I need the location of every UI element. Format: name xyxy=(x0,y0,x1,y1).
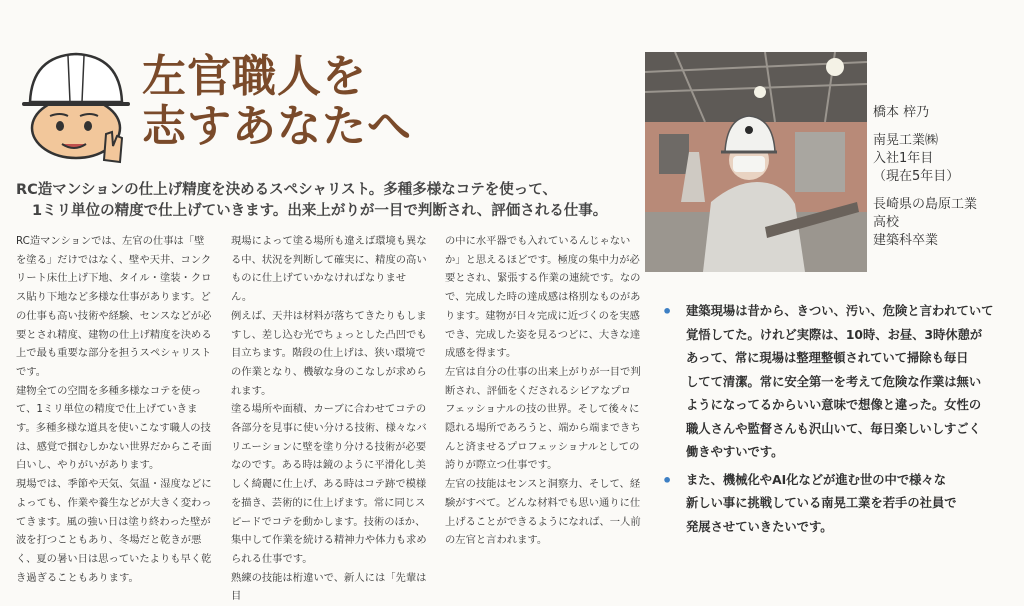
title-line-1: 左官職人を xyxy=(142,51,367,102)
profile-school-2: 高校 xyxy=(873,215,900,230)
body-text-2: 現場によって塗る場所も違えば環境も異なる中、状況を判断して確実に、精度の高いものに仕上げていかなければなりません。 例えば、天井は材料が落ちてきたりもしますし、差し込む光でちょっとした凸凹でも目立ちます。階段の仕上げは、狭い環境での作業となり、機敏な身のこなしが求められます。 塗る場所や面積、カーブに合わせてコテの各部分を見事に使い分ける技術、様々なバリエーションに壁を塗り分ける技術が必要なのです。ある時は鏡のように平滑化し美しく綺麗に仕上げ、ある時はコテ跡で模様を描き、芸術的に仕上げます。常に同じスピードでコテを動かします。技術のほか、集中して作業を続ける精神力や体力も求められる仕事です。 熟練の技能は桁違いで、新人には「先輩は目 xyxy=(231,235,427,603)
body-column-2 xyxy=(231,232,427,606)
body-column-1 xyxy=(16,232,212,587)
profile-joined: 入社1年目 xyxy=(873,151,934,166)
profile-dept: 建築科卒業 xyxy=(873,233,939,248)
lead-line-2: 1ミリ単位の精度で仕上げていきます。出来上がりが一目で判断され、評価される仕事。 xyxy=(32,203,608,219)
body-text-1: RC造マンションでは、左官の仕事は「壁を塗る」だけではなく、壁や天井、コンクリート床仕上げ下地、タイル・塗装・クロス貼り下地など多様な仕事があります。どの仕事も高い技術や経験、センスなどが必要とされ精度、建物の仕上げ精度を決める上で最も重要な部分を担うスペシャリストです。 建物全ての空間を多種多様なコテを使って、1ミリ単位の精度で仕上げていきます。多種多様な道具を使いこなす職人の技は、感覚で掴むしかない世界だからこそ面白いし、やりがいがあります。 現場では、季節や天気、気温・湿度などによっても、作業や養生などが大きく変わってきます。風の強い日は塗り終わった壁が波を打つこともあり、冬場だと乾きが悪く、夏の暑い日は思っていたよりも早く乾き過ぎることもあります。 xyxy=(16,235,212,584)
lead-text xyxy=(16,180,626,222)
profile-company: 南晃工業㈱ xyxy=(873,133,939,148)
profile-name: 橋本 梓乃 xyxy=(873,105,930,120)
body-column-3 xyxy=(445,232,641,550)
lead-line-1: RC造マンションの仕上げ精度を決めるスペシャリスト。多種多様なコテを使って、 xyxy=(16,182,557,198)
testimonial-item xyxy=(660,300,1010,465)
worker-mascot-icon xyxy=(18,42,136,166)
profile-info xyxy=(873,104,1018,250)
testimonial-text-1: 建築現場は昔から、きつい、汚い、危険と言われていて 覚悟してた。けれど実際は、10時、お昼、3時休憩が あって、常に現場は整理整頓されていて掃除も毎日 してて清潔。常に安全第一を考えて危険な作業は無い ようになってるからいい意味で想像と違った。女性の 職人さんや監督さんも沢山いて、毎日楽しいしすごく 働きやすいです。 xyxy=(686,304,994,459)
profile-school-1: 長崎県の島原工業 xyxy=(873,197,978,212)
profile-now: （現在5年目） xyxy=(873,169,960,184)
testimonial-list xyxy=(660,300,1010,543)
bullet-icon: • xyxy=(662,302,673,321)
title-line-2: 志すあなたへ xyxy=(142,101,412,152)
body-text-3: の中に水平器でも入れているんじゃないか」と思えるほどです。極度の集中力が必要とされ、緊張する作業の連続です。なので、完成した時の達成感は格別なものがあります。建物が日々完成に近づくのを実感でき、完成した姿を見るつどに、大きな達成感を得ます。 左官は自分の仕事の出来上がりが一目で判断され、評価をくだされるシビアなプロフェッショナルの技の世界。そして後々に隠れる場所であろうと、端から端まできちんと済ませるプロフェッショナルとしての誇りが際立つ仕事です。 左官の技能はセンスと洞察力、そして、経験がすべて。どんな材料でも思い通りに仕上げることができるようになれば、一人前の左官と言われます。 xyxy=(445,235,641,547)
worker-photo xyxy=(645,52,867,272)
page-title xyxy=(142,52,412,152)
bullet-icon: • xyxy=(662,470,673,490)
testimonial-text-2: また、機械化やAI化などが進む世の中で様々な 新しい事に挑戦している南晃工業を若手の社員で 発展させていきたいです。 xyxy=(686,472,957,534)
testimonial-item xyxy=(660,469,1010,540)
